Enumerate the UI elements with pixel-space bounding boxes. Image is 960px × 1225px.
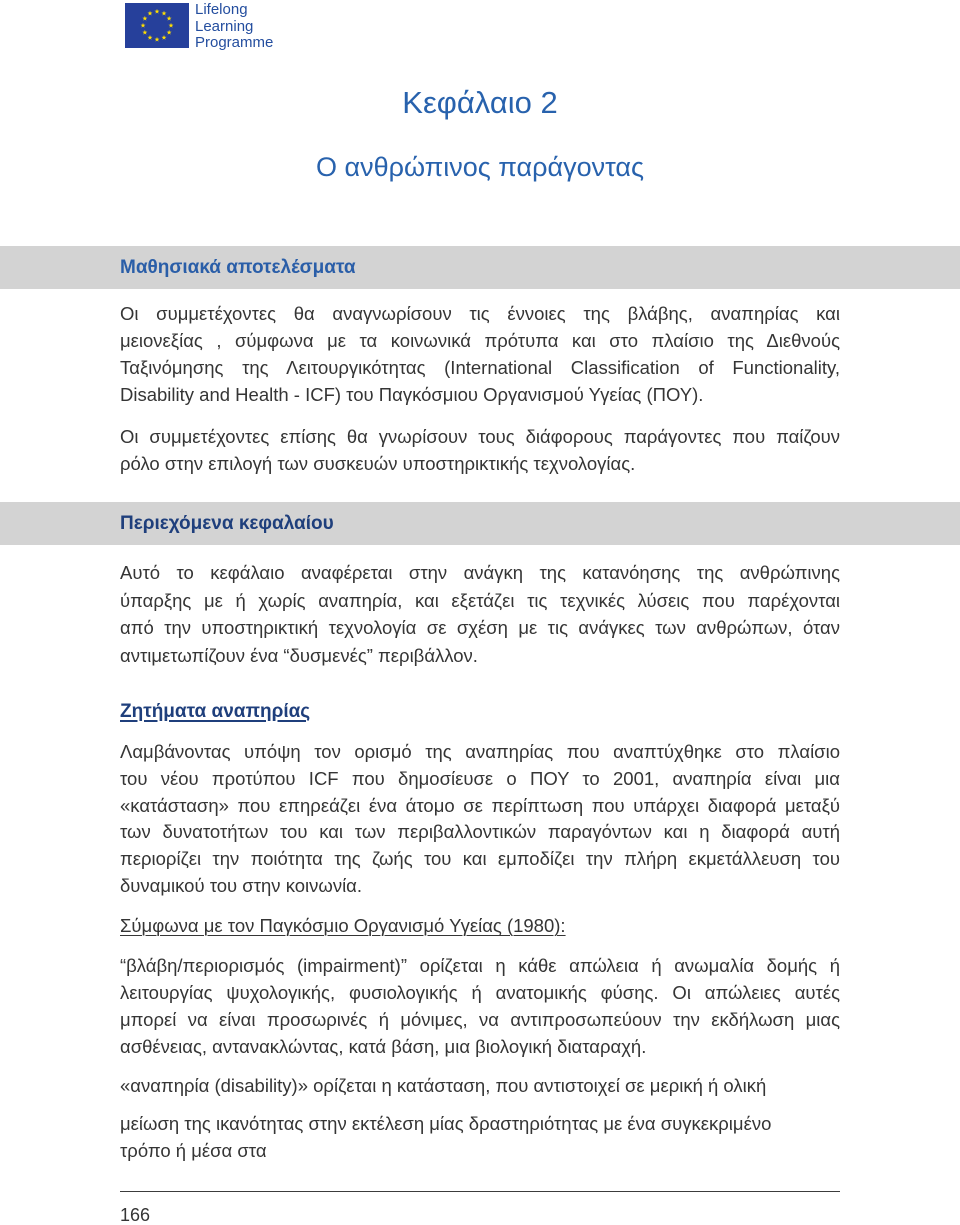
text-line: από την υποστηρικτική τεχνολογία σε σχέση με τις ανάγκες των ανθρώπων, όταν: [120, 617, 840, 639]
disability-definition-paragraph: [120, 1072, 840, 1099]
text-line: μειονεξίας , σύμφωνα με τα κοινωνικά πρότυπα και στο πλαίσιο της Διεθνούς: [120, 330, 840, 351]
text-line: Οι συμμετέχοντες επίσης θα γνωρίσουν τους διάφορους παράγοντες που παίζουν: [120, 426, 840, 447]
chapter-contents-heading: Περιεχόμενα κεφαλαίου: [120, 513, 334, 534]
eu-flag-icon: [125, 3, 189, 48]
learning-outcomes-paragraph: [120, 300, 840, 408]
chapter-contents-band: [0, 502, 960, 545]
who-intro-paragraph: [120, 912, 840, 939]
page-number: 166: [120, 1205, 151, 1225]
text-line: Λαμβάνοντας υπόψη τον ορισμό της αναπηρίας που αναπτύχθηκε στο πλαίσιο: [120, 741, 840, 762]
continuation-paragraph: [120, 1111, 840, 1164]
text-line: του νέου προτύπου ICF που δημοσίευσε ο ΠΟΥ το 2001, αναπηρία είναι μια: [120, 767, 840, 789]
chapter-title: Ο ανθρώπινος παράγοντας: [315, 152, 645, 182]
impairment-definition-paragraph: [120, 952, 840, 1060]
footer-rule: [120, 1191, 840, 1192]
chapter-label: Κεφάλαιο 2: [402, 85, 558, 120]
logo-text-line: Learning: [195, 17, 254, 35]
disability-issues-heading: Ζητήματα αναπηρίας: [120, 701, 311, 722]
text-line: ασθένειας, αντανακλώντας, κατά βάση, μια βιολογική διαταραχή.: [120, 1036, 647, 1057]
text-line: δυναμικού του στην κοινωνία.: [120, 874, 363, 896]
text-line: «κατάσταση» που επηρεάζει ένα άτομο σε περίπτωση που υπάρχει διαφορά μεταξύ: [120, 794, 840, 816]
logo-wordmark: [195, 2, 273, 52]
text-line: Αυτό το κεφάλαιο αναφέρεται στην ανάγκη της κατανόησης της ανθρώπινης: [120, 562, 840, 583]
text-line: Οι συμμετέχοντες θα αναγνωρίσουν τις έννοιες της βλάβης, αναπηρίας και: [120, 303, 840, 324]
logo-text-line: Programme: [195, 34, 274, 51]
text-line: “βλάβη/περιορισμός (impairment)” ορίζεται η κάθε απώλεια ή ανωμαλία δομής ή: [120, 955, 840, 976]
text-line: τρόπο ή μέσα στα: [120, 1139, 267, 1161]
logo-text-line: Lifelong: [195, 1, 248, 18]
text-line: περιορίζει την ποιότητα της ζωής του και εμποδίζει την πλήρη εκμετάλλευση του: [120, 848, 840, 870]
text-line: «αναπηρία (disability)» ορίζεται η κατάσταση, που αντιστοιχεί σε μερική ή ολική: [120, 1075, 767, 1096]
who-intro-text: Σύμφωνα με τον Παγκόσμιο Οργανισμό Υγείας (1980):: [120, 915, 566, 936]
text-line: ρόλο στην επιλογή των συσκευών υποστηρικτικής τεχνολογίας.: [120, 453, 636, 474]
learning-outcomes-heading: Μαθησιακά αποτελέσματα: [120, 257, 356, 278]
text-line: μείωση της ικανότητας στην εκτέλεση μίας δραστηριότητας με ένα συγκεκριμένο: [120, 1113, 772, 1134]
text-line: μπορεί να είναι προσωρινές ή μόνιμες, να αντιπροσωπεύουν την εκδήλωση μιας: [120, 1009, 840, 1030]
text-line: Disability and Health - ICF) του Παγκόσμιου Οργανισμού Υγείας (ΠΟΥ).: [120, 384, 704, 405]
chapter-contents-paragraph: [120, 559, 840, 670]
text-line: λειτουργίας ψυχολογικής, φυσιολογικής ή ανατομικής φύσης. Οι απώλειες αυτές: [120, 982, 840, 1003]
text-line: αντιμετωπίζουν ένα “δυσμενές” περιβάλλον.: [120, 645, 478, 667]
text-line: Ταξινόμησης της Λειτουργικότητας (International Classification of Functionality,: [120, 357, 840, 378]
text-line: ύπαρξης με ή χωρίς αναπηρία, και εξετάζει τις τεχνικές λύσεις που παρέχονται: [120, 589, 840, 611]
lifelong-learning-logo: [125, 3, 285, 53]
text-line: των δυνατοτήτων του και των περιβαλλοντικών παραγόντων και η διαφορά αυτή: [120, 821, 840, 843]
disability-issues-paragraph: [120, 739, 840, 900]
learning-outcomes-paragraph: [120, 423, 840, 477]
learning-outcomes-band: [0, 246, 960, 289]
